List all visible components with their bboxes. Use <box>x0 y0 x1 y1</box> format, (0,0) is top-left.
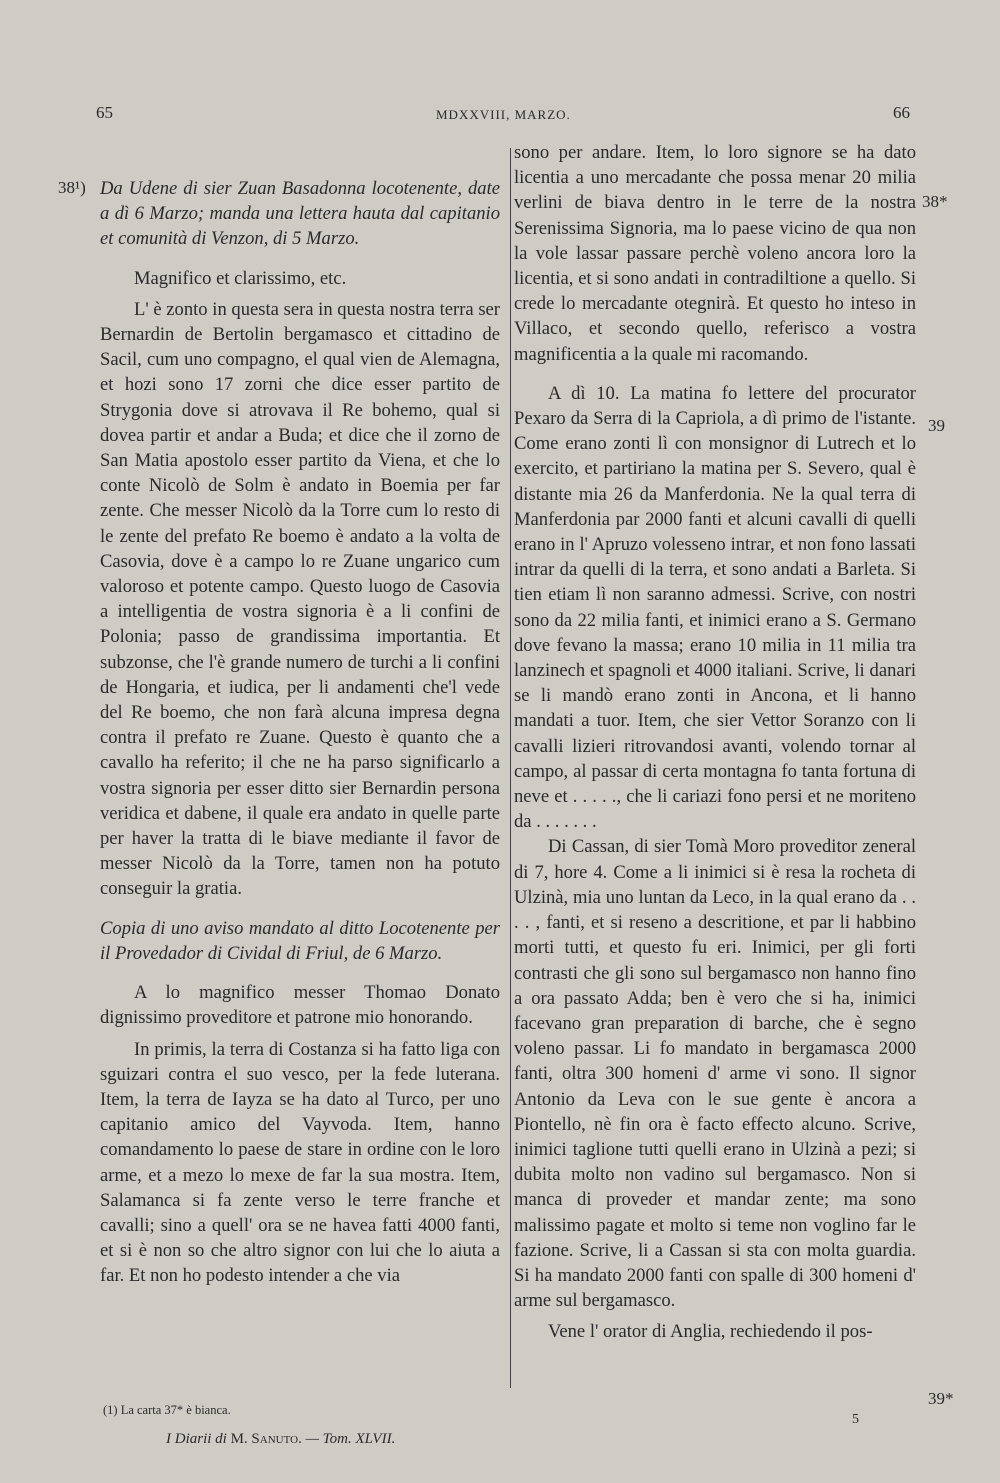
paragraph-orator-anglia: Vene l' orator di Anglia, rechiedendo il pos- <box>548 1321 873 1343</box>
letter-address: A lo magnifico messer Thomao Donato dignissimo proveditore et patrone mio honorando. <box>100 982 500 1029</box>
running-header: MDXXVIII, MARZO. <box>436 107 571 122</box>
page-number-right: 66 <box>893 103 910 122</box>
aviso-body: In primis, la terra di Costanza si ha fatto liga con sguizari contra el suo vesco, per la fede luterana. Item, la terra de Iayza se ha dato al Turco, per uno capitanio amico del Vayvoda. Item, hanno comandamento lo paese de stare in ordine con le loro arme, et a mezo lo mexe de far la sua mostra. Item, Salamanca si fa zente verso le terre franche et cavalli; sino a quell' ora se ne havea fatti 4000 fanti, et si è non so che altro signor con lui che lo aiuta a far. Et non ho podesto intender a che via <box>100 1038 500 1287</box>
footer-title: I Diarii di <box>166 1431 227 1447</box>
paragraph-di-cassan: Di Cassan, di sier Tomà Moro proveditor zeneral di 7, hore 4. Come a li inimici si è resa la rocheta di Ulzinà, mia uno luntan da Leco, in la qual erano da . . . . , fanti, et si reseno a descritione, et par li habbino morti tutti, et questo fu eri. Inimici, per gli forti contrasti che gli sono sul bergamasco non hanno fino a ora passato Adda; ben è vero che si ha, inimici facevano gran preparation di barche, che è segno voleno passar. Li fo mandato in bergamasca 2000 fanti, oltra 300 homeni d' arme vi sono. Il signor Antonio da Leva con le sue gente è ancora a Piontello, nè fin ora è facto effecto alcuno. Scrive, inimici taglione tutti quelli erano in Ulzinà a pezi; si dubita molto non vadino sul bergamasco. Non si manca di proveder et mandar zente; ma sono malissimo pagate et molto si teme non voglino far le fazione. Scrive, li a Cassan si sta con molta guardia. Si ha mandato 2000 fanti con spalle di 300 homeni d' arme sul bergamasco. <box>514 836 916 1312</box>
heading-udene-letter: Da Udene di sier Zuan Basadonna locotenente, date a dì 6 Marzo; manda una lettera hauta dal capitanio et comunità di Venzon, di 5 Marzo. <box>100 178 500 250</box>
signature-mark: 5 <box>852 1412 859 1427</box>
margin-note-38-right: 38* <box>922 192 948 211</box>
footer-tome: — Tom. XLVII. <box>305 1431 396 1447</box>
page-footer <box>166 1431 395 1448</box>
salutation: Magnifico et clarissimo, etc. <box>134 267 347 289</box>
letter-body: L' è zonto in questa sera in questa nostra terra ser Bernardin de Bertolin bergamasco et cittadino de Sacil, cum uno compagno, el qual vien de Alemagna, et hozi sono 17 zorni che dice esser partito de Strygonia dove si atrovava il Re bohemo, qual si dovea partir et andar a Buda; et dice che il zorno de San Matia apostolo esser partito da Viena, et che lo conte Nicolò de Solm è andato in Boemia per far zente. Che messer Nicolò da la Torre cum lo resto di le zente del prefato Re boemo è andato a la volta de Casovia, dove è a campo lo re Zuane ungarico cum valoroso et potente campo. Questo luogo de Casovia a intelligentia de vostra signoria è a li confini de Polonia; passo de grandissima importantia. Et subzonse, che l'è grande numero de turchi a li confini de Hongaria, et iudica, per li andamenti che'l vede del Re boemo, che non farà alcuna impresa degna contra il prefato re Zuane. Questo è quanto che a cavallo ha referito; il che ne ha parso significarlo a vostra signoria per esser ditto sier Bernardin persona veridica et dabene, il quale era andato in quelle parte per haver la tratta di le biave mediante il favor de messer Nicolò da la Torre, tamen non ha potuto conseguir la gratia. <box>100 298 500 900</box>
heading-copia-aviso: Copia di uno aviso mandato al ditto Locotenente per il Provedador di Cividal di Friul, de 6 Marzo. <box>100 917 500 964</box>
paragraph-a-di-10: A dì 10. La matina fo lettere del procurator Pexaro da Serra di la Capriola, a dì primo de l'istante. Come erano zonti lì con monsignor di Lutrech et lo exercito, et partiriano la matina per S. Severo, qual è distante mia 26 da Manferdonia. Ne la qual terra di Manferdonia par 2000 fanti et alcuni cavalli di quelli erano in l' Apruzo volesseno intrar, et non fono lassati intrar da quelli di la terra, et sono andati a Barleta. Si tien etiam lì non saranno admessi. Scrive, con nostri sono da 22 milia fanti, et inimici erano a S. Germano dove fevano la massa; erano 10 milia in 11 milia tra lanzinech et spagnoli et 4000 italiani. Scrive, li danari se li mandò erano zonti in Ancona, et li hanno mandati a tuor. Item, che sier Vettor Soranzo con li cavalli lizieri ritrovandosi avanti, volendo tornar al campo, al passar di certa montagna fo tanta fortuna di neve et . . . . ., che li cariazi fono persi et ne moriteno da . . . . . . . <box>514 382 916 833</box>
column-divider <box>510 148 511 1388</box>
footer-author: M. Sanuto. <box>230 1431 302 1447</box>
page-number-left: 65 <box>96 103 113 122</box>
footnote: (1) La carta 37* è bianca. <box>103 1403 231 1417</box>
paragraph-continuation: sono per andare. Item, lo loro signore se ha dato licentia a uno mercadante che possa menar 20 milia verlini de biava dentro in le terre de la nostra Serenissima Signoria, ma lo paese vicino de qua non la vole lassar passare perchè voleno ancora loro la licentia, et si sono andati in contradiltione a quello. Si crede lo mercadante otegnirà. Et questo ho inteso in Villaco, et secondo quello, referisco a vostra magnificentia a la quale mi racomando. <box>514 142 916 365</box>
margin-note-39: 39 <box>928 416 945 435</box>
margin-note-39-star: 39* <box>928 1389 954 1408</box>
right-column <box>514 140 916 1345</box>
left-column <box>100 176 500 1289</box>
margin-note-38-left: 38¹) <box>58 178 86 197</box>
